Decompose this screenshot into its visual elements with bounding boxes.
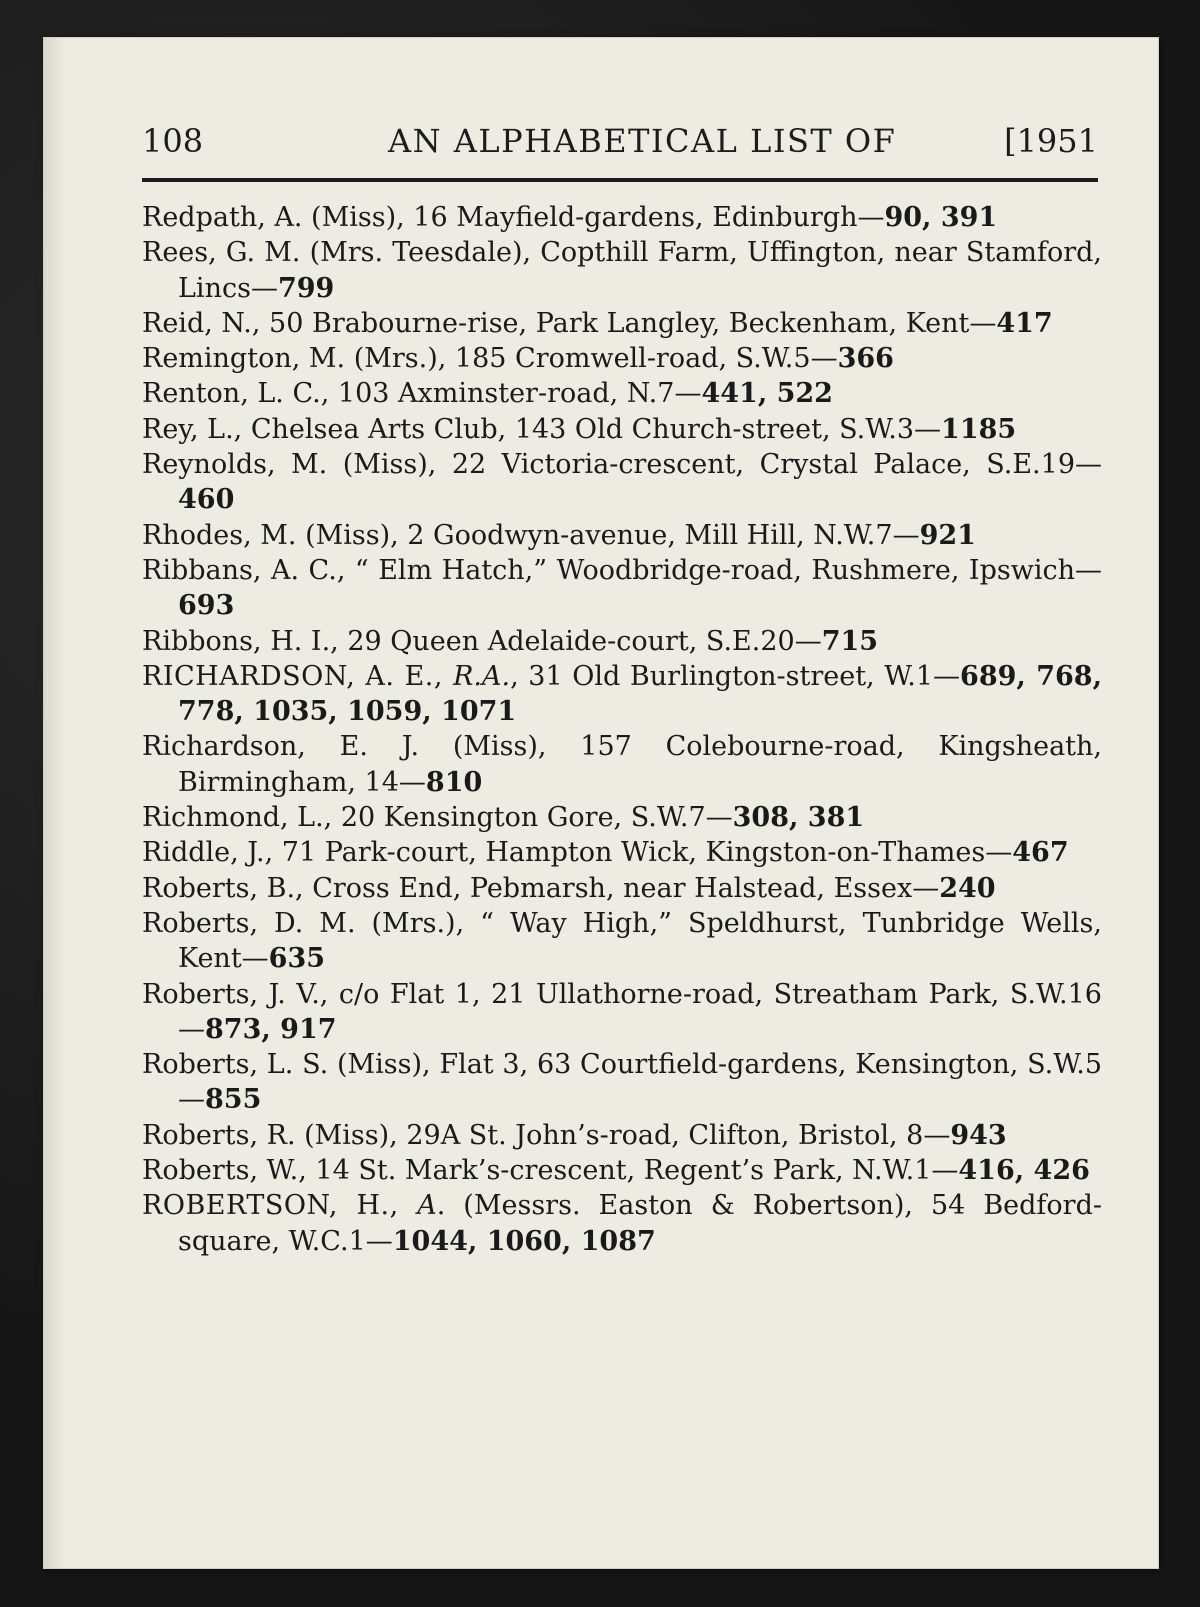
running-header	[142, 92, 1098, 160]
list-item: Ribbans, A. C., “ Elm Hatch,” Woodbridge-road, Rushmere, Ipswich—693	[142, 554, 1102, 622]
list-item: Rhodes, M. (Miss), 2 Goodwyn-avenue, Mill Hill, N.W.7—921	[142, 519, 976, 551]
header-rule	[142, 178, 1098, 182]
list-item: RICHARDSON, A. E., R.A., 31 Old Burlington-street, W.1—689, 768, 778, 1035, 1059, 1071	[142, 660, 1102, 728]
list-item: Richmond, L., 20 Kensington Gore, S.W.7—308, 381	[142, 802, 865, 834]
list-item: Reynolds, M. (Miss), 22 Victoria-crescent, Crystal Palace, S.E.19—460	[142, 449, 1102, 516]
list-item: Roberts, R. (Miss), 29A St. John’s-road, Clifton, Bristol, 8—943	[142, 1119, 1007, 1151]
list-item: Redpath, A. (Miss), 16 Mayfield-gardens, Edinburgh—90, 391	[142, 202, 998, 233]
list-item: Remington, M. (Mrs.), 185 Cromwell-road, S.W.5—366	[142, 343, 894, 375]
list-item: Rees, G. M. (Mrs. Teesdale), Copthill Farm, Uffington, near Stamford, Lincs—799	[142, 237, 1102, 304]
list-item: Renton, L. C., 103 Axminster-road, N.7—441, 522	[142, 378, 833, 410]
list-item: ROBERTSON, H., A. (Messrs. Easton & Robertson), 54 Bedford-square, W.C.1—1044, 1060, 1087	[142, 1190, 1102, 1257]
list-item: Roberts, J. V., c/o Flat 1, 21 Ullathorne-road, Streatham Park, S.W.16—873, 917	[142, 978, 1102, 1045]
list-item: Roberts, L. S. (Miss), Flat 3, 63 Courtfield-gardens, Kensington, S.W.5—855	[142, 1049, 1102, 1116]
running-year: [1951	[1004, 122, 1098, 160]
list-item: Reid, N., 50 Brabourne-rise, Park Langley, Beckenham, Kent—417	[142, 307, 1053, 339]
list-item: Riddle, J., 71 Park-court, Hampton Wick, Kingston-on-Thames—467	[142, 837, 1069, 869]
running-title: AN ALPHABETICAL LIST OF	[388, 122, 897, 160]
page-number: 108	[142, 122, 204, 160]
list-item: Roberts, D. M. (Mrs.), “ Way High,” Speldhurst, Tunbridge Wells, Kent—635	[142, 907, 1102, 975]
list-item: Rey, L., Chelsea Arts Club, 143 Old Church-street, S.W.3—1185	[142, 413, 1017, 445]
list-item: Richardson, E. J. (Miss), 157 Colebourne-road, Kingsheath, Birmingham, 14—810	[142, 731, 1102, 798]
honour-title: R.A.	[453, 660, 511, 692]
page-gutter-shadow	[44, 38, 66, 1568]
list-item: Roberts, W., 14 St. Mark’s-crescent, Regent’s Park, N.W.1—416, 426	[142, 1155, 1090, 1187]
list-item: Roberts, B., Cross End, Pebmarsh, near Halstead, Essex—240	[142, 872, 996, 904]
list-item: Ribbons, H. I., 29 Queen Adelaide-court, S.E.20—715	[142, 625, 879, 657]
honour-title: A	[417, 1190, 437, 1222]
entry-list	[142, 200, 1102, 1259]
